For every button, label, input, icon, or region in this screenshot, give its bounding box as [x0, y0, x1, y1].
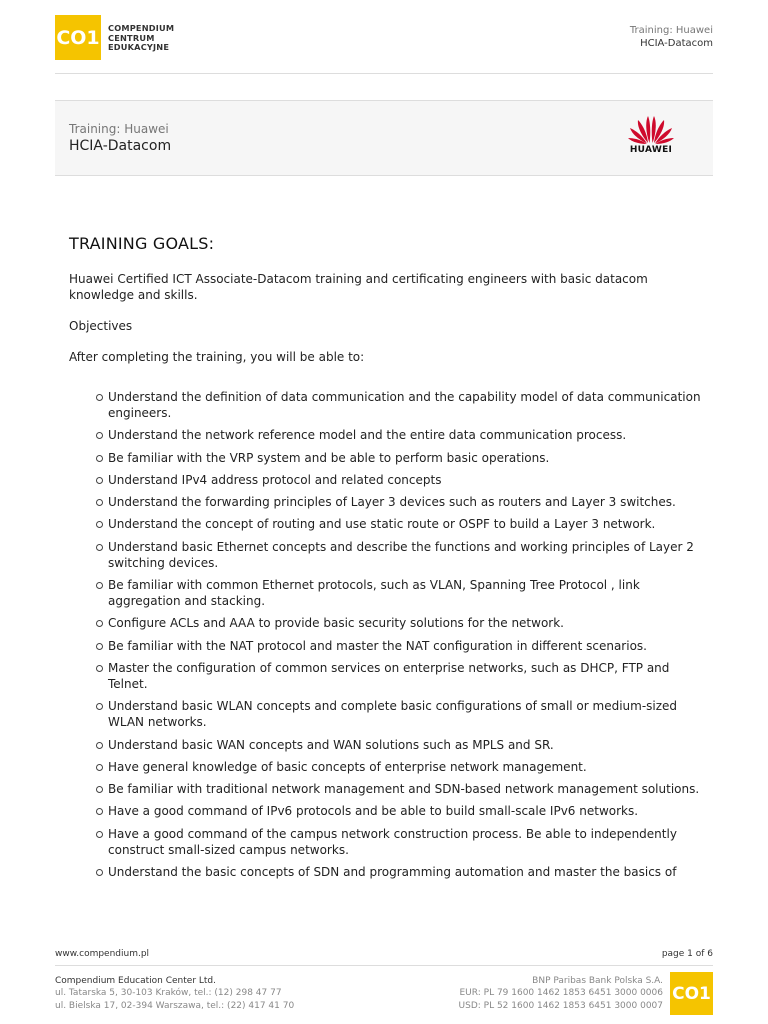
huawei-logo	[625, 114, 677, 162]
objectives-label: Objectives	[69, 319, 133, 333]
header-divider	[55, 73, 713, 74]
footer-compendium-logo: CO1	[670, 972, 713, 1015]
bank-account-eur: EUR: PL 79 1600 1462 1853 6451 3000 0006	[459, 988, 663, 999]
bank-name: BNP Paribas Bank Polska S.A.	[532, 976, 663, 986]
main-content	[69, 234, 709, 886]
course-banner	[55, 100, 713, 176]
list-item: Understand the concept of routing and use static route or OSPF to build a Layer 3 network.	[69, 516, 709, 532]
list-item: Understand basic WAN concepts and WAN solutions such as MPLS and SR.	[69, 737, 709, 753]
header-training-label: Training: Huawei	[629, 25, 713, 36]
list-item: Be familiar with the NAT protocol and master the NAT configuration in different scenarios.	[69, 638, 709, 654]
address-warszawa: ul. Bielska 17, 02-394 Warszawa, tel.: (22) 417 41 70	[55, 1000, 295, 1011]
compendium-logo[interactable]: CO1	[55, 15, 101, 60]
lead-paragraph: After completing the training, you will be able to:	[69, 350, 365, 364]
header-training-info	[630, 24, 713, 50]
list-item: Have a good command of the campus network construction process. Be able to independently construct small-sized campus networks.	[69, 826, 709, 858]
address-krakow: ul. Tatarska 5, 30-103 Kraków, tel.: (12) 298 47 77	[55, 988, 282, 999]
footer-divider	[55, 965, 713, 966]
list-item: Understand the basic concepts of SDN and programming automation and master the basics of	[69, 864, 709, 880]
list-item: Understand the definition of data communication and the capability model of data communication engineers.	[69, 389, 709, 421]
list-item: Have general knowledge of basic concepts of enterprise network management.	[69, 759, 709, 775]
list-item: Understand basic WLAN concepts and complete basic configurations of small or medium-sized WLAN networks.	[69, 698, 709, 730]
huawei-petals-icon	[627, 114, 675, 144]
company-name: Compendium Education Center Ltd.	[55, 976, 216, 986]
compendium-logo-text	[108, 24, 174, 53]
list-item: Configure ACLs and AAA to provide basic security solutions for the network.	[69, 615, 709, 631]
list-item: Master the configuration of common services on enterprise networks, such as DHCP, FTP and Telnet.	[69, 660, 709, 692]
list-item: Be familiar with the VRP system and be able to perform basic operations.	[69, 450, 709, 466]
logo-line: CENTRUM	[108, 32, 155, 43]
list-item: Understand the network reference model and the entire data communication process.	[69, 427, 709, 443]
bank-account-usd: USD: PL 52 1600 1462 1853 6451 3000 0007	[458, 1000, 663, 1011]
goals-list	[69, 389, 709, 880]
huawei-wordmark: HUAWEI	[629, 145, 673, 155]
company-address	[55, 975, 294, 1012]
list-item: Understand IPv4 address protocol and related concepts	[69, 472, 709, 488]
list-item: Be familiar with traditional network management and SDN-based network management solutions.	[69, 781, 709, 797]
header-course-code: HCIA-Datacom	[640, 38, 713, 49]
bank-details	[459, 975, 663, 1012]
page-number: page 1 of 6	[661, 949, 713, 959]
logo-line: COMPENDIUM	[108, 23, 175, 33]
banner-course-title: HCIA-Datacom	[69, 138, 172, 154]
intro-paragraph: Huawei Certified ICT Associate-Datacom training and certificating engineers with basic datacom knowledge and skills.	[69, 272, 648, 302]
list-item: Have a good command of IPv6 protocols and be able to build small-scale IPv6 networks.	[69, 803, 709, 819]
section-heading: TRAINING GOALS:	[69, 234, 215, 253]
list-item: Be familiar with common Ethernet protocols, such as VLAN, Spanning Tree Protocol , link aggregation and stacking.	[69, 577, 709, 609]
banner-training-label: Training: Huawei	[69, 122, 169, 136]
footer-website-link[interactable]: www.compendium.pl	[55, 949, 150, 959]
list-item: Understand basic Ethernet concepts and describe the functions and working principles of Layer 2 switching devices.	[69, 539, 709, 571]
logo-line: EDUKACYJNE	[108, 42, 170, 53]
list-item: Understand the forwarding principles of Layer 3 devices such as routers and Layer 3 switches.	[69, 494, 709, 510]
